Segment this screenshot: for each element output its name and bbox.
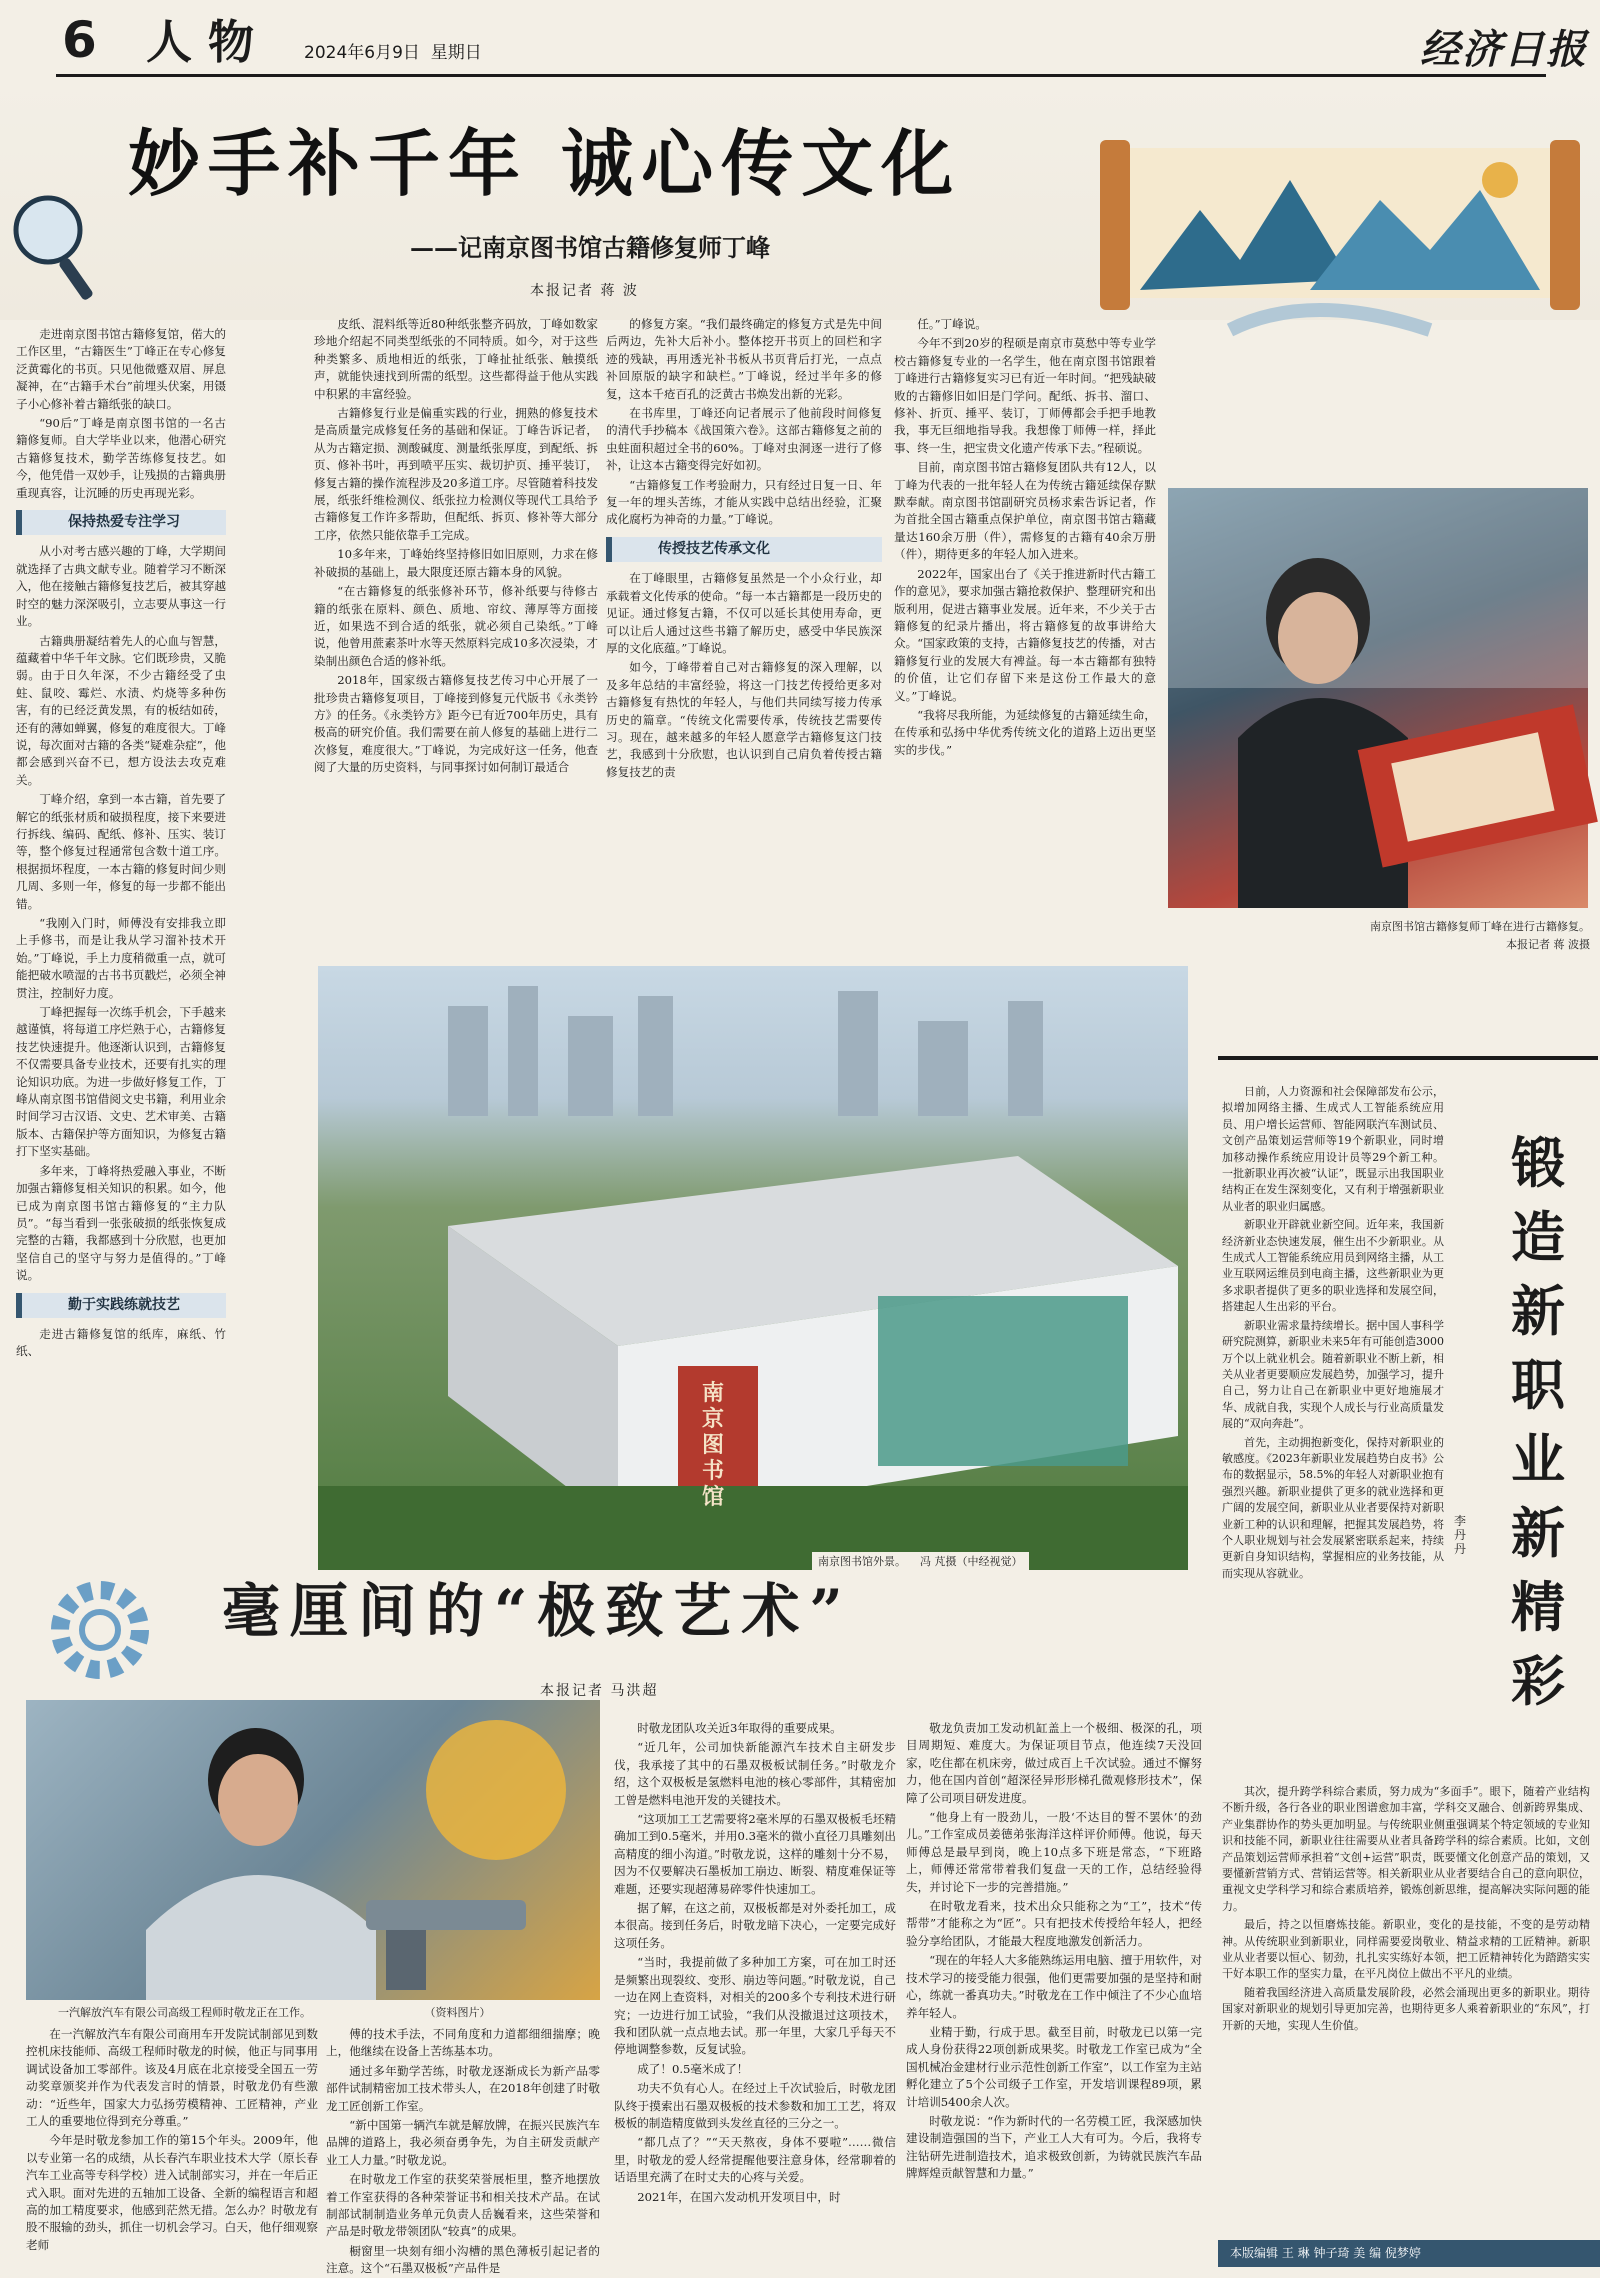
paragraph: “我刚入门时，师傅没有安排我立即上手修书，而是让我从学习溜补技术开始。”丁峰说，手上力度稍微重一点，就可能把破水喷湿的古书书页戳烂，必须全神贯注，控制好力度。 (16, 916, 226, 1000)
commentary-title: 锻造新职业新精彩 (1511, 1131, 1565, 1713)
article1-column-1 (16, 326, 226, 1522)
paragraph: 首先，主动拥抱新变化，保持对新职业的敏感度。《2023年新职业发展趋势白皮书》公布的数据显示，58.5%的年轻人对新职业抱有强烈兴趣。新职业提供了更多的就业选择和更广阔的发展空间，新职业从业者要保持对新职业新工种的认识和理解，把握其发展趋势，将个人职业规划与社会发展紧密联系起来，持续更新自身知识结构，掌握相应的业务技能，从而实现从容就业。 (1222, 1435, 1444, 1580)
caption-credit: 冯 芃摄（中经视觉） (920, 1555, 1023, 1568)
article2-column-1 (26, 2026, 318, 2264)
paragraph: 目前，南京图书馆古籍修复团队共有12人，以丁峰为代表的一批年轻人在为传统古籍延续保存默默奉献。南京图书馆副研究员杨求索告诉记者，作为首批全国古籍重点保护单位，南京图书馆古籍藏量达160余万册（件），需修复的古籍有40余万册（件），期待更多的年轻人加入进来。 (894, 460, 1156, 562)
paragraph: 时敬龙团队攻关近3年取得的重要成果。 (637, 1721, 842, 1735)
commentary-body-top (1222, 1084, 1444, 1784)
paragraph: 成了！0.5毫米成了！ (637, 2061, 749, 2076)
gear-icon (40, 1570, 160, 1690)
paragraph: 在书库里，丁峰还向记者展示了他前段时间修复的清代手抄稿本《战国策六卷》。这部古籍修复之前的虫蛀面积超过全书的60%。丁峰对虫洞逐一进行了修补，让这本古籍变得完好如初。 (606, 406, 882, 473)
article1-column-3 (606, 316, 882, 956)
editor-credit: 本版编辑 王 琳 钟子琦 美 编 倪梦婷 (1230, 2246, 1421, 2260)
caption-credit: 本报记者 蒋 波摄 (1506, 938, 1590, 951)
caption-text: 南京图书馆古籍修复师丁峰在进行古籍修复。 (1370, 920, 1590, 933)
paragraph: 通过多年勤学苦练，时敬龙逐渐成长为新产品零部件试制精密加工技术带头人，在2018年创建了时敬龙工匠创新工作室。 (326, 2063, 600, 2113)
paragraph: 在一汽解放汽车有限公司商用车开发院试制部见到数控机床技能师、高级工程师时敬龙的时候，他正与同事用调试设备加工零部件。该及4月底在北京接受全国五一劳动奖章颁奖并作为代表发言时的情景，时敬龙仍有些激动：“近些年，国家大力弘扬劳模精神、工匠精神，产业工人的重要地位得到充分尊重。” (26, 2027, 318, 2129)
building-sign: 南京图书馆 (702, 1380, 725, 1510)
paragraph: 在丁峰眼里，古籍修复虽然是一个小众行业，却承载着文化传承的使命。“每一本古籍都是一段历史的见证。通过修复古籍，不仅可以延长其使用寿命，更可以让后人通过这些书籍了解历史，感受中华民族深厚的文化底蕴。”丁峰说。 (606, 571, 882, 655)
caption-text: 一汽解放汽车有限公司高级工程师时敬龙正在工作。 (58, 2006, 311, 2019)
paragraph: 傅的技术手法，不同角度和力道都细细揣摩；晚上，他继续在设备上苦练基本功。 (326, 2027, 600, 2059)
paragraph: 新职业需求量持续增长。据中国人事科学研究院测算，新职业未来5年有可能创造3000万个以上就业机会。随着新职业不断上新，相关从业者更要顺应发展趋势，加强学习，提升自己，努力让自己在新职业中更好地施展才华、成就自我，实现个人成长与行业高质量发展的“双向奔赴”。 (1222, 1318, 1444, 1431)
paragraph: 随着我国经济进入高质量发展阶段，必然会涌现出更多的新职业。期待国家对新职业的规划引导更加完善，也期待更多人乘着新职业的“东风”，打开新的天地，实现人生价值。 (1222, 1985, 1590, 2032)
paragraph: 如今，丁峰带着自己对古籍修复的深入理解，以及多年总结的丰富经验，将这一门技艺传授给更多对古籍修复有热忱的年轻人，与他们共同续写接力传承历史的篇章。“传统文化需要传承，传统技艺需要传习。现在，越来越多的年轻人愿意学古籍修复这门技艺，我感到十分欣慰，也认识到自己肩负着传授古籍修复技艺的责 (606, 660, 882, 779)
paragraph: 的修复方案。“我们最终确定的修复方式是先中间后两边，先补大后补小。整体挖开书页上的回栏和字迹的残缺，再用透光补书板从书页背后打光，一点点补回原版的缺字和缺栏。”丁峰说，经过半年多的修复，这本千疮百孔的泛黄古书焕发出新的光彩。 (606, 317, 882, 401)
paragraph: “在古籍修复的纸张修补环节，修补纸要与待修古籍的纸张在原料、颜色、质地、帘纹、薄厚等方面接近，如果选不到合适的纸张，就必须自己染纸。”丁峰说，他曾用蔗素茶叶水等天然原料完成10多次浸染，才染制出颜色合适的修补纸。 (314, 584, 598, 668)
article2-column-4 (906, 1720, 1202, 2264)
library-photo (318, 966, 1188, 1570)
engineer-figure (26, 1700, 600, 2000)
paragraph: 日前，人力资源和社会保障部发布公示，拟增加网络主播、生成式人工智能系统应用员、用户增长运营师、智能网联汽车测试员、文创产品策划运营师等19个新职业，同时增加移动操作系统应用设计员等29个新工种。一批新职业再次被“认证”，既显示出我国职业结构正在发生深刻变化，又有利于增强新职业从业者的职业归属感。 (1222, 1085, 1444, 1213)
paragraph: 皮纸、混料纸等近80种纸张整齐码放，丁峰如数家珍地介绍起不同类型纸张的不同特质。如今，对于这些种类繁多、质地相近的纸张，丁峰扯扯纸张、触摸纸声，就能快速找到所需的纸型。这些都得益于他从实践中积累的丰富经验。 (314, 317, 598, 401)
paragraph: “都几点了？”“天天熬夜，身体不要啦”……微信里，时敬龙的爱人经常提醒他要注意身体，经常聊着的话语里充满了在时丈夫的心疼与关爱。 (614, 2135, 896, 2185)
commentary-panel (1218, 1056, 1600, 2267)
paragraph: 敬龙负责加工发动机缸盖上一个极细、极深的孔，项目周期短、难度大。为保证项目节点，他连续7天没回家，吃住都在机床旁，做过成百上千次试验。通过不懈努力，他在国内首创“超深径异形形梯孔微观修形技术”，保障了公司项目研发进度。 (906, 1721, 1202, 1805)
subheading: 保持热爱专注学习 (16, 510, 226, 535)
article1-subtitle: ——记南京图书馆古籍修复师丁峰 (410, 233, 770, 262)
restorer-figure (1168, 488, 1588, 908)
paragraph: “近几年，公司加快新能源汽车技术自主研发步伐，我承接了其中的石墨双极板试制任务。”时敬龙介绍，这个双极板是氢燃料电池的核心零部件，其精密加工曾是燃料电池开发的关键技术。 (614, 1740, 896, 1807)
commentary-border (1218, 1056, 1598, 1060)
paragraph: “这项加工工艺需要将2毫米厚的石墨双极板毛坯精确加工到0.5毫米，并用0.3毫米的微小直径刀具雕刻出高精度的细小沟道。”时敬龙说，这样的雕刻十分不易，因为不仅要解决石墨板加工崩边、断裂、精度难保证等难题，还要实现超薄易碎零件快速加工。 (614, 1812, 896, 1896)
paragraph: 古籍典册凝结着先人的心血与智慧，蕴藏着中华千年文脉。它们既珍贵，又脆弱。由于日久年深，不少古籍经受了虫蛀、鼠咬、霉烂、水渍、灼烧等多种伤害，有的已经泛黄发黑，有的板结如砖，还有的薄如蝉翼，修复的难度很大。丁峰说，每次面对古籍的各类“疑难杂症”，他都会感到兴奋不已，想方设法去攻克难关。 (16, 633, 226, 787)
scroll-illustration (1080, 90, 1600, 410)
paragraph: 橱窗里一块刻有细小沟槽的黑色薄板引起记者的注意。这个“石墨双极板”产品件是 (326, 2243, 600, 2276)
paragraph: 2018年，国家级古籍修复技艺传习中心开展了一批珍贵古籍修复项目，丁峰接到修复元代版书《永类钤方》的任务。《永类钤方》距今已有近700年历史，具有极高的研究价值。我们需要在前人修复的基础上进行二次修复，难度很大。”丁峰说，为完成好这一任务，他查阅了大量的历史资料，与同事探讨如何制订最适合 (314, 673, 598, 775)
article2-column-2 (326, 2026, 600, 2276)
caption-credit: （资料图片） (424, 2006, 491, 2019)
paragraph: 时敬龙说：“作为新时代的一名劳模工匠，我深感加快建设制造强国的当下，产业工人大有可为。今后，我将专注钻研先进制造技术，追求极致创新，为铸就民族汽车品牌辉煌贡献智慧和力量。” (906, 2113, 1202, 2181)
paragraph: 走进南京图书馆古籍修复馆，偌大的工作区里，“古籍医生”丁峰正在专心修复泛黄霉化的书页。只见他微蹙双眉、屏息凝神，在“古籍手术台”前埋头伏案，用镊子小心修补着古籍纸张的缺口。 (16, 327, 226, 411)
library-photo-caption (812, 1552, 1029, 1570)
section-name: 人物 (146, 15, 270, 69)
paragraph: 任。”丁峰说。 (917, 317, 987, 331)
engineer-photo-caption (58, 2004, 598, 2020)
paragraph: 今年不到20岁的程硕是南京市莫愁中等专业学校古籍修复专业的一名学生，他在南京图书馆跟着丁峰进行古籍修复实习已有近一年时间。“把残缺破败的古籍修旧如旧是门学问。配纸、拆书、溜口、修补、折页、捶平、装订，丁师傅都会手把手地教我，事无巨细地指导我。我想像丁师傅一样，择此事、终一生，把宝贵文化遗产传承下去。”程硕说。 (894, 336, 1156, 455)
paragraph: 10多年来，丁峰始终坚持修旧如旧原则，力求在修补破损的基础上，最大限度还原古籍本身的风貌。 (314, 547, 598, 579)
paragraph: 多年来，丁峰将热爱融入事业，不断加强古籍修复相关知识的积累。如今，他已成为南京图书馆古籍修复的“主力队员”。“每当看到一张张破损的纸张恢复成完整的古籍，我都感到十分欣慰，也更加坚信自己的坚守与努力是值得的。”丁峰说。 (16, 1163, 226, 1283)
engineer-photo (26, 1700, 600, 2000)
page-number: 6 (62, 11, 97, 69)
masthead-rule (56, 74, 1546, 77)
article2-column-3 (614, 1720, 896, 2264)
subheading: 勤于实践练就技艺 (16, 1293, 226, 1318)
paragraph: “当时，我提前做了多种加工方案，可在加工时还是频繁出现裂纹、变形、崩边等问题。”时敬龙说，自己一边在网上查资料，对相关的200多个专利技术进行研究；一边进行加工试验，“我们从没撤退过这项技术，我和团队就一点点地去试。那一年里，大家几乎每天不停地调整参数，反复试验。 (614, 1955, 896, 2057)
restorer-photo-caption (1370, 918, 1590, 954)
commentary-author: 李丹丹 (1454, 1514, 1467, 1556)
article2-title: 毫厘间的“极致艺术” (222, 1577, 853, 1645)
paragraph: 据了解，在这之前，双极板都是对外委托加工，成本很高。接到任务后，时敬龙暗下决心，一定要完成好这项任务。 (614, 1901, 896, 1950)
paragraph: “现在的年轻人大多能熟练运用电脑、擅于用软件，对技术学习的接受能力很强，他们更需要加强的是坚持和耐心，练就一番真功夫。”时敬龙在工作中倾注了不少心血培养年轻人。 (906, 1953, 1202, 2020)
paragraph: 功夫不负有心人。在经过上千次试验后，时敬龙团队终于摸索出石墨双极板的技术参数和加工工艺，将双极板的制造精度做到头发丝直径的三分之一。 (614, 2081, 896, 2130)
paragraph: 2022年，国家出台了《关于推进新时代古籍工作的意见》，要求加强古籍抢救保护、整理研究和出版利用，促进古籍事业发展。近年来，不少关于古籍修复的纪录片播出，将古籍修复的故事讲给大众。“国家政策的支持，古籍修复技艺的传播，对古籍修复行业的发展大有裨益。每一本古籍都有独特的价值，让它们存留下来是这份工作最大的意义。”丁峰说。 (894, 566, 1156, 703)
paragraph: “他身上有一股劲儿，一股‘不达目的誓不罢休’的劲儿。”工作室成员姜德弟张海洋这样评价师傅。他说，每天师傅总是最早到岗，晚上10点多下班是常态，“下班路上，师傅还常常带着我们复盘一天的工作，总结经验得失，并讨论下一步的完善措施。” (906, 1810, 1202, 1894)
article1-column-4 (894, 316, 1156, 962)
subheading: 传授技艺传承文化 (606, 537, 882, 562)
paragraph: “新中国第一辆汽车就是解放牌，在振兴民族汽车品牌的道路上，我必须奋勇争先，为自主研发贡献产业工人力量。”时敬龙说。 (326, 2118, 600, 2167)
masthead (0, 0, 1600, 80)
paragraph: 最后，持之以恒磨炼技能。新职业，变化的是技能，不变的是劳动精神。从传统职业到新职业，同样需要爱岗敬业、精益求精的工匠精神。新职业从业者要以恒心、韧劲，扎扎实实练好本领，把工匠精神转化为踏踏实实干好本职工作的坚实力量，在平凡岗位上做出不平凡的业绩。 (1222, 1918, 1590, 1981)
paragraph: 在时敬龙看来，技术出众只能称之为“工”，技术“传帮带”才能称之为“匠”。只有把技术传授给年轻人，把经验分享给团队，才能最大程度地激发创新活力。 (906, 1899, 1202, 1948)
paragraph: 在时敬龙工作室的获奖荣誉展柜里，整齐地摆放着工作室获得的各种荣誉证书和相关技术产品。在试制部试制制造业务单元负责人岳巍看来，这些荣誉和产品是时敬龙带领团队“较真”的成果。 (326, 2172, 600, 2239)
library-building (318, 966, 1188, 1570)
newspaper-logo: 经济日报 (1420, 26, 1588, 73)
editor-footer (1218, 2240, 1600, 2267)
paragraph: 今年是时敬龙参加工作的第15个年头。2009年，他以专业第一名的成绩，从长春汽车职业技术大学（原长春汽车工业高等专科学校）进入试制部实习，并在一年后正式入职。面对先进的五轴加工设备、全新的编程语言和超高的加工精度要求，他感到茫然无措。怎么办？时敬龙有股不服输的劲头，抓住一切机会学习。白天，他仔细观察老师 (26, 2133, 318, 2252)
article1-title: 妙手补千年 诚心传文化 (128, 121, 962, 206)
paragraph: 从小对考古感兴趣的丁峰，大学期间就选择了古典文献专业。随着学习不断深入，他在接触古籍修复技艺后，被其穿越时空的魅力深深吸引，立志要从事这一行业。 (16, 544, 226, 629)
paragraph: “古籍修复工作考验耐力，只有经过日复一日、年复一年的埋头苦练，才能从实践中总结出经验，汇聚成化腐朽为神奇的力量。”丁峰说。 (606, 477, 882, 527)
paragraph: 新职业开辟就业新空间。近年来，我国新经济新业态快速发展，催生出不少新职业。从生成式人工智能系统应用员到网络主播，从工业互联网运维员到电商主播，这些新职业为更多求职者提供了更多的职业选择和发展空间，搭建起人生出彩的平台。 (1222, 1218, 1444, 1314)
article2-byline: 本报记者 马洪超 (540, 1683, 659, 1699)
issue-date: 2024年6月9日 星期日 (304, 43, 482, 63)
commentary-body-bottom (1222, 1784, 1590, 2224)
paragraph: 古籍修复行业是偏重实践的行业，拥熟的修复技术是高质量完成修复任务的基础和保证。丁峰告诉记者，从为古籍定损、测酸碱度、测量纸张厚度，到配纸、拆页、修补书叶，再到喷平压实、裁切护页、捶平装订，修复古籍的操作流程涉及20多道工序。尽管随着科技发展，纸张纤维检测仪、纸张拉力检测仪等现代工具给予古籍修复工作许多帮助，但配纸、拆页、修补等大部分工序，依然只能依靠手工完成。 (314, 406, 598, 542)
article1-byline: 本报记者 蒋 波 (530, 283, 639, 299)
restorer-photo (1168, 488, 1588, 908)
article1-header (0, 80, 1600, 320)
paragraph: “90后”丁峰是南京图书馆的一名古籍修复师。自大学毕业以来，他潜心研究古籍修复技术，勤学苦练修复技艺。如今，他凭借一双妙手，让残损的古籍典册重现真容，让沉睡的历史再现光彩。 (16, 416, 226, 500)
caption-text: 南京图书馆外景。 (818, 1555, 906, 1568)
magnifier-icon (8, 190, 104, 310)
paragraph: 2021年，在国六发动机开发项目中，时 (637, 2189, 841, 2204)
paragraph: 丁峰介绍，拿到一本古籍，首先要了解它的纸张材质和破损程度，接下来要进行拆线、编码、配纸、修补、压实、装订等，整个修复过程通常包含数十道工序。根据损坏程度，一本古籍的修复时间少则几周、多则一年，修复的每一步都不能出错。 (16, 792, 226, 911)
paragraph: 丁峰把握每一次练手机会，下手越来越谨慎，将每道工序烂熟于心，古籍修复技艺快速提升。他逐渐认识到，古籍修复不仅需要具备专业技术，还要有扎实的理论知识功底。为进一步做好修复工作，丁峰从南京图书馆借阅文史书籍，利用业余时间学习古汉语、文史、艺术审美、古籍版本、古籍保护等方面知识，为修复古籍打下坚实基础。 (16, 1005, 226, 1159)
paragraph: 业精于勤，行成于思。截至目前，时敬龙已以第一完成人身份获得22项创新成果奖。时敬龙工作室已成为“全国机械冶金建材行业示范性创新工作室”，以工作室为主站孵化建立了5个公司级子工作室，开发培训课程89项，累计培训5400余人次。 (906, 2024, 1202, 2109)
article1-column-2 (314, 316, 598, 956)
paragraph: “我将尽我所能，为延续修复的古籍延续生命，在传承和弘扬中华优秀传统文化的道路上迈出更坚实的步伐。” (894, 707, 1156, 757)
paragraph: 其次，提升跨学科综合素质，努力成为“多面手”。眼下，随着产业结构不断升级，各行各业的职业图谱愈加丰富，学科交叉融合、创新跨界集成、产业集群协作的势头更加明显。与传统职业侧重强调某个特定领域的专业知识和技能不同，新职业往往需要从业者具备跨学科的综合素质。比如，文创产品策划运营师承担着“文创+运营”职责，既要懂文化创意产品的策划，又要懂新营销方式、营销运营等。相关新职业从业者要结合自己的意向职位，重视文史学科学习和综合素质培养，锻炼创新思维，提高解决实际问题的能力。 (1222, 1785, 1590, 1913)
paragraph: 走进古籍修复馆的纸库，麻纸、竹纸、 (16, 1326, 226, 1359)
